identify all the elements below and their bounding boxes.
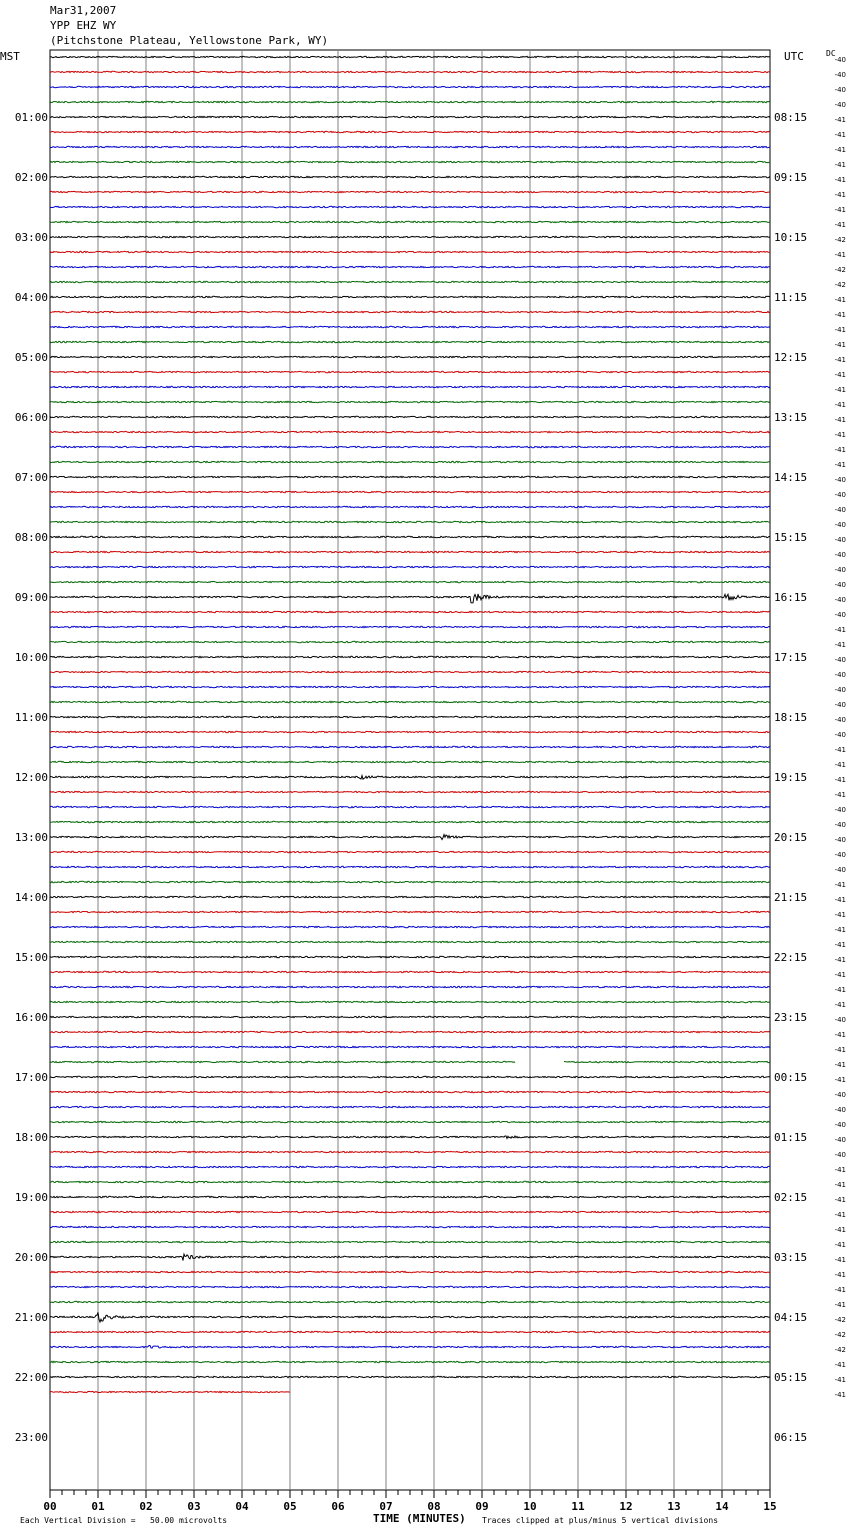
trace-line <box>50 791 770 792</box>
right-hour-label: 19:15 <box>774 771 808 784</box>
trace-line <box>50 116 770 117</box>
trace-line <box>50 266 770 267</box>
dc-offset-label: -41 <box>834 1196 846 1204</box>
trace-line <box>50 1061 770 1062</box>
dc-offset-label: -42 <box>834 1331 846 1339</box>
dc-offset-label: -41 <box>834 131 846 139</box>
trace-line <box>50 1001 770 1002</box>
right-hour-label: 10:15 <box>774 231 808 244</box>
chart-station: YPP EHZ WY <box>50 19 117 32</box>
right-hour-label: 15:15 <box>774 531 808 544</box>
right-hour-label: 11:15 <box>774 291 808 304</box>
trace-line <box>50 356 770 357</box>
left-hour-label: 23:00 <box>14 1431 48 1444</box>
trace-line <box>50 986 770 987</box>
trace-line <box>50 416 770 417</box>
x-tick-label: 03 <box>187 1500 201 1513</box>
x-tick-label: 13 <box>667 1500 681 1513</box>
trace-line <box>50 926 770 927</box>
dc-offset-label: -40 <box>834 806 846 814</box>
dc-offset-label: -40 <box>834 671 846 679</box>
dc-offset-label: -42 <box>834 236 846 244</box>
dc-offset-label: -41 <box>834 161 846 169</box>
trace-line <box>50 851 770 852</box>
trace-line <box>50 1376 770 1377</box>
dc-offset-label: -41 <box>834 416 846 424</box>
dc-offset-label: -41 <box>834 311 846 319</box>
dc-offset-label: -41 <box>834 1046 846 1054</box>
left-hour-label: 12:00 <box>14 771 48 784</box>
trace-line <box>50 311 770 312</box>
dc-offset-label: -40 <box>834 101 846 109</box>
right-hour-label: 17:15 <box>774 651 808 664</box>
dc-offset-label: -41 <box>834 446 846 454</box>
trace-line <box>50 821 770 822</box>
dc-offset-label: -41 <box>834 746 846 754</box>
trace-line <box>50 1312 770 1322</box>
trace-line <box>50 221 770 222</box>
x-tick-label: 14 <box>715 1500 729 1513</box>
dc-offset-label: -42 <box>834 1316 846 1324</box>
left-hour-label: 15:00 <box>14 951 48 964</box>
trace-line <box>50 1361 770 1362</box>
right-hour-label: 02:15 <box>774 1191 808 1204</box>
dc-offset-label: -40 <box>834 821 846 829</box>
right-hour-label: 09:15 <box>774 171 808 184</box>
trace-line <box>50 1076 770 1077</box>
dc-offset-label: -41 <box>834 371 846 379</box>
trace-line <box>50 176 770 177</box>
dc-offset-label: -41 <box>834 986 846 994</box>
right-hour-label: 18:15 <box>774 711 808 724</box>
dc-offset-label: -40 <box>834 866 846 874</box>
trace-line <box>50 296 770 297</box>
dc-offset-label: -41 <box>834 221 846 229</box>
dc-offset-label: -41 <box>834 1256 846 1264</box>
trace-line <box>50 971 770 972</box>
plot-frame <box>50 50 770 1490</box>
dc-offset-label: -40 <box>834 836 846 844</box>
trace-line <box>50 371 770 372</box>
trace-line <box>50 1254 770 1260</box>
dc-offset-label: -40 <box>834 701 846 709</box>
dc-offset-label: -41 <box>834 1241 846 1249</box>
x-tick-label: 05 <box>283 1500 297 1513</box>
trace-line <box>50 1226 770 1227</box>
dc-offset-label: -40 <box>834 521 846 529</box>
trace-line <box>50 776 770 780</box>
scale-note: Each Vertical Division = 50.00 microvolts <box>20 1516 228 1525</box>
dc-offset-label: -40 <box>834 1106 846 1114</box>
trace-line <box>50 686 770 687</box>
trace-line <box>50 536 770 537</box>
dc-offset-label: -41 <box>834 926 846 934</box>
dc-offset-label: -41 <box>834 1226 846 1234</box>
trace-line <box>50 131 770 132</box>
dc-offset-label: -41 <box>834 896 846 904</box>
left-hour-label: 19:00 <box>14 1191 48 1204</box>
left-hour-label: 20:00 <box>14 1251 48 1264</box>
trace-line <box>50 866 770 867</box>
dc-offset-label: -41 <box>834 206 846 214</box>
dc-label: DC <box>826 49 836 58</box>
right-hour-label: 20:15 <box>774 831 808 844</box>
dc-offset-label: -40 <box>834 1121 846 1129</box>
dc-offset-label: -40 <box>834 716 846 724</box>
trace-line <box>50 1091 770 1092</box>
trace-line <box>50 386 770 387</box>
right-hour-label: 14:15 <box>774 471 808 484</box>
trace-line <box>50 1196 770 1197</box>
x-tick-label: 08 <box>427 1500 441 1513</box>
dc-offset-label: -41 <box>834 881 846 889</box>
trace-line <box>50 521 770 522</box>
right-hour-label: 04:15 <box>774 1311 808 1324</box>
x-axis-label: TIME (MINUTES) <box>373 1512 466 1525</box>
trace-line <box>50 1211 770 1212</box>
left-hour-label: 01:00 <box>14 111 48 124</box>
trace-line <box>50 656 770 657</box>
dc-offset-label: -41 <box>834 296 846 304</box>
right-hour-label: 08:15 <box>774 111 808 124</box>
trace-line <box>50 506 770 507</box>
dc-offset-label: -41 <box>834 1181 846 1189</box>
left-hour-label: 13:00 <box>14 831 48 844</box>
dc-offset-label: -40 <box>834 56 846 64</box>
right-hour-label: 13:15 <box>774 411 808 424</box>
left-axis-title: MST <box>0 50 20 63</box>
right-hour-label: 16:15 <box>774 591 808 604</box>
dc-offset-label: -41 <box>834 1061 846 1069</box>
trace-line <box>50 956 770 957</box>
left-hour-label: 11:00 <box>14 711 48 724</box>
dc-offset-label: -40 <box>834 596 846 604</box>
trace-line <box>50 1271 770 1272</box>
trace-line <box>50 341 770 342</box>
right-hour-label: 05:15 <box>774 1371 808 1384</box>
trace-line <box>50 1331 770 1332</box>
dc-offset-label: -41 <box>834 146 846 154</box>
trace-line <box>50 1136 770 1139</box>
right-axis-title: UTC <box>784 50 804 63</box>
trace-line <box>50 1301 770 1302</box>
trace-line <box>50 611 770 612</box>
dc-offset-label: -41 <box>834 431 846 439</box>
dc-offset-label: -41 <box>834 1076 846 1084</box>
trace-line <box>50 161 770 162</box>
dc-offset-label: -41 <box>834 191 846 199</box>
trace-line <box>50 1031 770 1032</box>
trace-line <box>50 191 770 192</box>
dc-offset-label: -40 <box>834 656 846 664</box>
trace-line <box>50 594 770 603</box>
trace-line <box>50 431 770 432</box>
dc-offset-label: -41 <box>834 356 846 364</box>
trace-line <box>50 461 770 462</box>
dc-offset-label: -40 <box>834 536 846 544</box>
dc-offset-label: -41 <box>834 326 846 334</box>
dc-offset-label: -41 <box>834 1271 846 1279</box>
dc-offset-label: -41 <box>834 626 846 634</box>
dc-offset-label: -41 <box>834 1031 846 1039</box>
trace-line <box>50 941 770 942</box>
left-hour-label: 18:00 <box>14 1131 48 1144</box>
dc-offset-label: -41 <box>834 1166 846 1174</box>
trace-line <box>50 701 770 702</box>
left-hour-label: 14:00 <box>14 891 48 904</box>
left-hour-label: 16:00 <box>14 1011 48 1024</box>
dc-offset-label: -42 <box>834 1346 846 1354</box>
dc-offset-label: -41 <box>834 791 846 799</box>
left-hour-label: 06:00 <box>14 411 48 424</box>
dc-offset-label: -40 <box>834 71 846 79</box>
x-tick-label: 02 <box>139 1500 153 1513</box>
trace-line <box>50 746 770 747</box>
trace-line <box>50 86 770 87</box>
dc-offset-label: -40 <box>834 611 846 619</box>
dc-offset-label: -41 <box>834 341 846 349</box>
trace-line <box>50 896 770 897</box>
x-tick-label: 04 <box>235 1500 249 1513</box>
trace-line <box>50 911 770 912</box>
trace-line <box>50 401 770 402</box>
trace-line <box>50 1241 770 1242</box>
x-tick-label: 06 <box>331 1500 345 1513</box>
dc-offset-label: -41 <box>834 776 846 784</box>
dc-offset-label: -40 <box>834 491 846 499</box>
trace-line <box>50 806 770 807</box>
trace-line <box>50 236 770 237</box>
right-hour-label: 01:15 <box>774 1131 808 1144</box>
trace-line <box>50 716 770 717</box>
dc-offset-label: -40 <box>834 1136 846 1144</box>
trace-line <box>50 566 770 567</box>
x-tick-label: 07 <box>379 1500 393 1513</box>
trace-line <box>50 101 770 102</box>
trace-line <box>50 446 770 447</box>
right-hour-label: 03:15 <box>774 1251 808 1264</box>
trace-line <box>50 56 770 57</box>
dc-offset-label: -40 <box>834 551 846 559</box>
right-hour-label: 00:15 <box>774 1071 808 1084</box>
trace-line <box>50 1106 770 1107</box>
left-hour-label: 10:00 <box>14 651 48 664</box>
x-tick-label: 11 <box>571 1500 585 1513</box>
dc-offset-label: -42 <box>834 281 846 289</box>
dc-offset-label: -40 <box>834 1016 846 1024</box>
left-hour-label: 05:00 <box>14 351 48 364</box>
left-hour-label: 22:00 <box>14 1371 48 1384</box>
trace-line <box>50 581 770 582</box>
dc-offset-label: -41 <box>834 1211 846 1219</box>
dc-offset-label: -41 <box>834 761 846 769</box>
dc-offset-label: -41 <box>834 1391 846 1399</box>
dc-offset-label: -40 <box>834 86 846 94</box>
chart-location: (Pitchstone Plateau, Yellowstone Park, WY) <box>50 34 329 47</box>
trace-line <box>50 641 770 642</box>
left-hour-label: 17:00 <box>14 1071 48 1084</box>
x-tick-label: 01 <box>91 1500 105 1513</box>
trace-line <box>50 1151 770 1152</box>
right-hour-label: 22:15 <box>774 951 808 964</box>
clip-note: Traces clipped at plus/minus 5 vertical divisions <box>482 1516 719 1525</box>
trace-line <box>50 1391 290 1392</box>
trace-line <box>50 491 770 492</box>
trace-line <box>50 281 770 282</box>
right-hour-label: 12:15 <box>774 351 808 364</box>
left-hour-label: 03:00 <box>14 231 48 244</box>
trace-line <box>50 206 770 207</box>
x-tick-label: 09 <box>475 1500 489 1513</box>
dc-offset-label: -40 <box>834 566 846 574</box>
dc-offset-label: -41 <box>834 1001 846 1009</box>
trace-line <box>50 1166 770 1167</box>
right-hour-label: 21:15 <box>774 891 808 904</box>
trace-line <box>50 476 770 477</box>
dc-offset-label: -41 <box>834 911 846 919</box>
dc-offset-label: -41 <box>834 941 846 949</box>
x-tick-label: 00 <box>43 1500 57 1513</box>
left-hour-label: 08:00 <box>14 531 48 544</box>
dc-offset-label: -41 <box>834 251 846 259</box>
dc-offset-label: -40 <box>834 1151 846 1159</box>
x-tick-label: 12 <box>619 1500 633 1513</box>
x-tick-label: 10 <box>523 1500 537 1513</box>
x-tick-label: 15 <box>763 1500 777 1513</box>
trace-line <box>50 1181 770 1182</box>
dc-offset-label: -41 <box>834 1361 846 1369</box>
dc-offset-label: -41 <box>834 386 846 394</box>
dc-offset-label: -41 <box>834 401 846 409</box>
dc-offset-label: -41 <box>834 176 846 184</box>
dc-offset-label: -40 <box>834 506 846 514</box>
trace-line <box>50 731 770 732</box>
trace-line <box>50 251 770 252</box>
dc-offset-label: -41 <box>834 1376 846 1384</box>
trace-line <box>50 326 770 327</box>
trace-line <box>50 1121 770 1122</box>
dc-offset-label: -40 <box>834 851 846 859</box>
chart-date: Mar31,2007 <box>50 4 117 17</box>
left-hour-label: 04:00 <box>14 291 48 304</box>
dc-offset-label: -41 <box>834 1286 846 1294</box>
dc-offset-label: -41 <box>834 461 846 469</box>
left-hour-label: 09:00 <box>14 591 48 604</box>
dc-offset-label: -40 <box>834 731 846 739</box>
right-hour-label: 23:15 <box>774 1011 808 1024</box>
dc-offset-label: -40 <box>834 476 846 484</box>
dc-offset-label: -41 <box>834 971 846 979</box>
trace-line <box>50 671 770 672</box>
trace-line <box>50 551 770 552</box>
dc-offset-label: -40 <box>834 581 846 589</box>
dc-offset-label: -42 <box>834 266 846 274</box>
dc-offset-label: -40 <box>834 1091 846 1099</box>
right-hour-label: 06:15 <box>774 1431 808 1444</box>
left-hour-label: 07:00 <box>14 471 48 484</box>
dc-offset-label: -41 <box>834 1301 846 1309</box>
trace-line <box>50 1046 770 1047</box>
dc-offset-label: -41 <box>834 956 846 964</box>
left-hour-label: 02:00 <box>14 171 48 184</box>
trace-line <box>50 71 770 72</box>
trace-line <box>50 1286 770 1287</box>
trace-line <box>50 626 770 627</box>
dc-offset-label: -40 <box>834 686 846 694</box>
trace-line <box>50 1346 770 1349</box>
trace-line <box>50 835 770 840</box>
dc-offset-label: -41 <box>834 641 846 649</box>
trace-line <box>50 1016 770 1017</box>
trace-line <box>50 881 770 882</box>
dc-offset-label: -41 <box>834 116 846 124</box>
left-hour-label: 21:00 <box>14 1311 48 1324</box>
trace-line <box>50 761 770 762</box>
trace-line <box>50 146 770 147</box>
